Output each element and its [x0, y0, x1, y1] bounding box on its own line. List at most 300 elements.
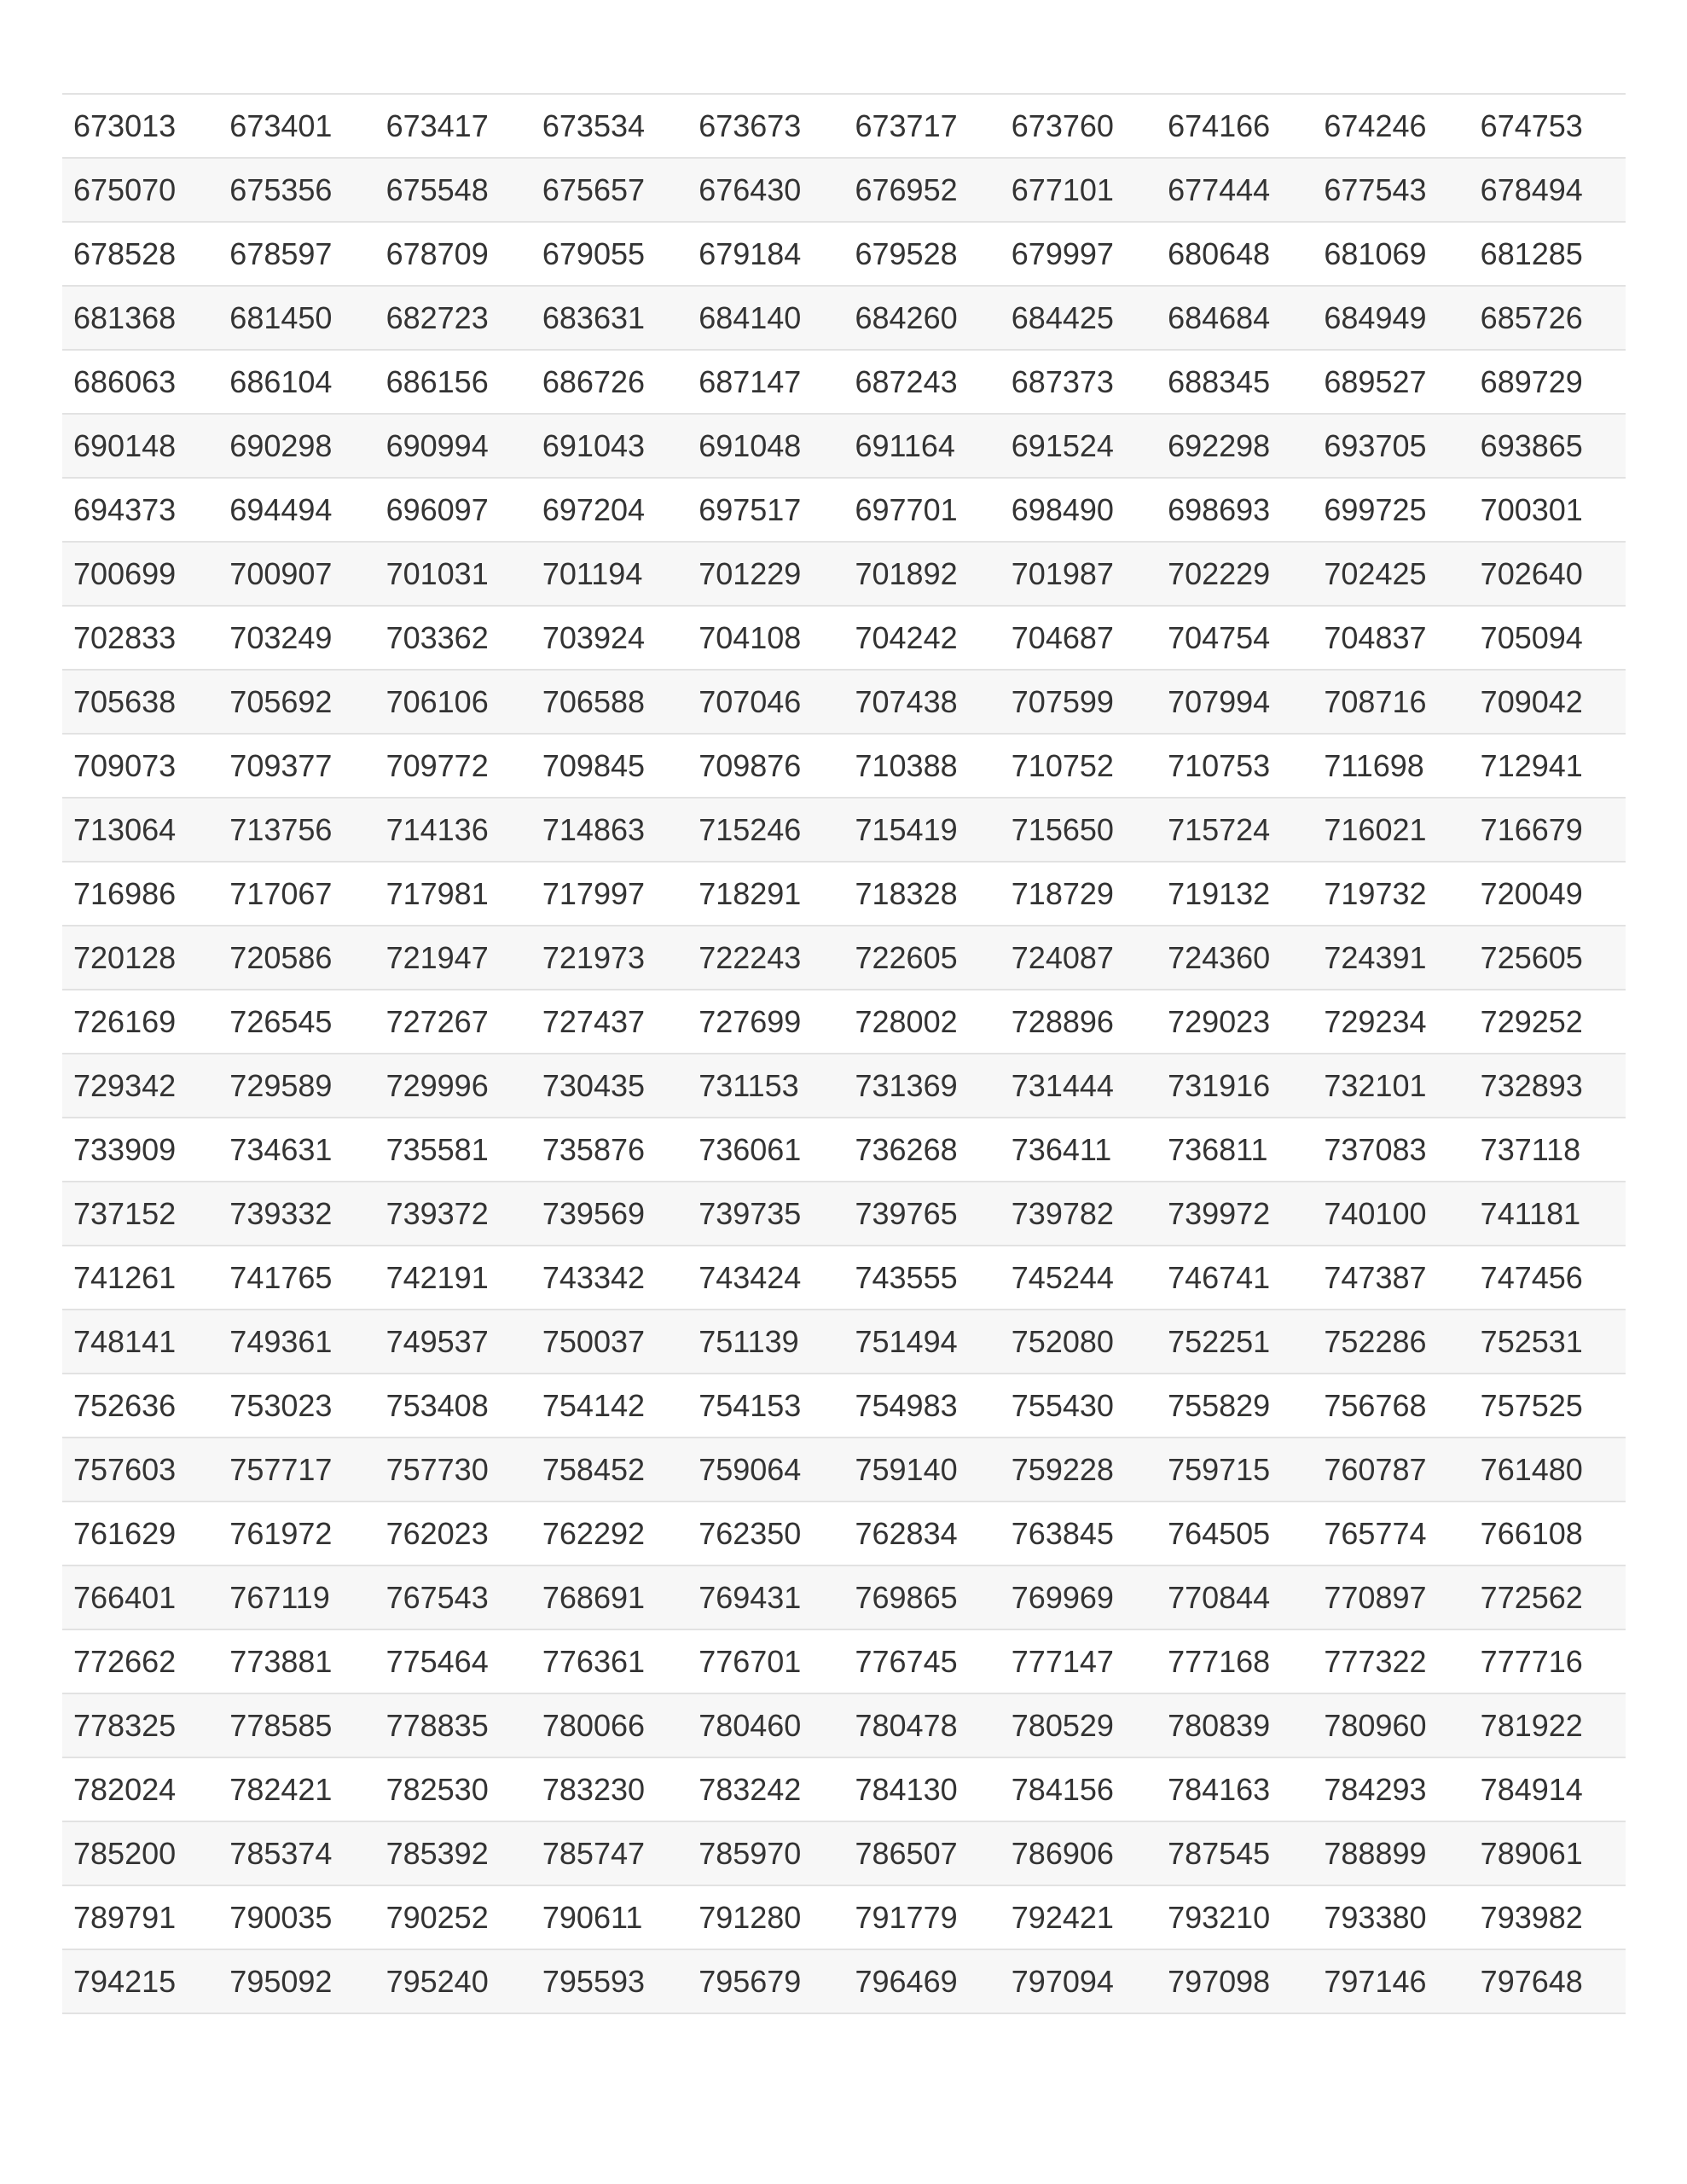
table-cell: 749537	[375, 1310, 531, 1374]
table-cell: 674753	[1470, 94, 1626, 158]
table-cell: 673673	[687, 94, 844, 158]
table-cell: 706106	[375, 670, 531, 734]
table-cell: 757525	[1470, 1374, 1626, 1438]
table-cell: 784293	[1313, 1757, 1469, 1821]
table-cell: 797146	[1313, 1949, 1469, 2013]
table-row	[62, 798, 1626, 862]
table-cell: 741765	[218, 1246, 374, 1310]
table-cell: 726169	[62, 990, 218, 1054]
table-cell: 754983	[844, 1374, 1000, 1438]
table-row	[62, 1565, 1626, 1629]
table-cell: 715246	[687, 798, 844, 862]
table-cell: 677543	[1313, 158, 1469, 222]
table-cell: 755829	[1157, 1374, 1313, 1438]
table-cell: 784914	[1470, 1757, 1626, 1821]
table-cell: 693705	[1313, 414, 1469, 478]
table-cell: 763845	[1000, 1502, 1157, 1565]
table-cell: 684140	[687, 286, 844, 350]
table-cell: 690994	[375, 414, 531, 478]
table-cell: 767119	[218, 1565, 374, 1629]
table-row	[62, 158, 1626, 222]
table-cell: 762834	[844, 1502, 1000, 1565]
table-cell: 700301	[1470, 478, 1626, 542]
table-cell: 688345	[1157, 350, 1313, 414]
table-cell: 683631	[531, 286, 687, 350]
table-cell: 759064	[687, 1438, 844, 1502]
table-cell: 674246	[1313, 94, 1469, 158]
table-cell: 732101	[1313, 1054, 1469, 1118]
table-cell: 729996	[375, 1054, 531, 1118]
table-row	[62, 1693, 1626, 1757]
table-cell: 792421	[1000, 1885, 1157, 1949]
table-cell: 757603	[62, 1438, 218, 1502]
table-cell: 753023	[218, 1374, 374, 1438]
table-cell: 729023	[1157, 990, 1313, 1054]
table-cell: 673417	[375, 94, 531, 158]
table-row	[62, 606, 1626, 670]
table-cell: 702833	[62, 606, 218, 670]
table-cell: 675657	[531, 158, 687, 222]
table-cell: 780478	[844, 1693, 1000, 1757]
table-cell: 769969	[1000, 1565, 1157, 1629]
table-cell: 718729	[1000, 862, 1157, 926]
table-cell: 718328	[844, 862, 1000, 926]
table-cell: 793210	[1157, 1885, 1313, 1949]
table-row	[62, 414, 1626, 478]
table-cell: 797648	[1470, 1949, 1626, 2013]
table-cell: 699725	[1313, 478, 1469, 542]
table-cell: 712941	[1470, 734, 1626, 798]
table-cell: 759228	[1000, 1438, 1157, 1502]
table-cell: 733909	[62, 1118, 218, 1182]
table-cell: 747387	[1313, 1246, 1469, 1310]
table-cell: 728896	[1000, 990, 1157, 1054]
table-cell: 704242	[844, 606, 1000, 670]
table-cell: 797094	[1000, 1949, 1157, 2013]
table-cell: 785374	[218, 1821, 374, 1885]
table-cell: 677101	[1000, 158, 1157, 222]
table-cell: 790611	[531, 1885, 687, 1949]
table-cell: 722605	[844, 926, 1000, 990]
table-cell: 736061	[687, 1118, 844, 1182]
table-cell: 761480	[1470, 1438, 1626, 1502]
table-cell: 704108	[687, 606, 844, 670]
table-cell: 758452	[531, 1438, 687, 1502]
table-cell: 705638	[62, 670, 218, 734]
table-cell: 731153	[687, 1054, 844, 1118]
table-cell: 678494	[1470, 158, 1626, 222]
table-cell: 687373	[1000, 350, 1157, 414]
table-cell: 793982	[1470, 1885, 1626, 1949]
table-cell: 692298	[1157, 414, 1313, 478]
table-cell: 684949	[1313, 286, 1469, 350]
table-cell: 746741	[1157, 1246, 1313, 1310]
table-cell: 701892	[844, 542, 1000, 606]
table-cell: 709876	[687, 734, 844, 798]
table-cell: 752251	[1157, 1310, 1313, 1374]
table-cell: 729234	[1313, 990, 1469, 1054]
table-cell: 720128	[62, 926, 218, 990]
table-cell: 743342	[531, 1246, 687, 1310]
table-cell: 754142	[531, 1374, 687, 1438]
table-cell: 739765	[844, 1182, 1000, 1246]
table-cell: 731444	[1000, 1054, 1157, 1118]
table-cell: 736268	[844, 1118, 1000, 1182]
table-cell: 785200	[62, 1821, 218, 1885]
table-cell: 777168	[1157, 1629, 1313, 1693]
table-cell: 679055	[531, 222, 687, 286]
table-cell: 718291	[687, 862, 844, 926]
table-cell: 681450	[218, 286, 374, 350]
table-cell: 729252	[1470, 990, 1626, 1054]
table-cell: 717981	[375, 862, 531, 926]
table-cell: 686726	[531, 350, 687, 414]
table-cell: 707599	[1000, 670, 1157, 734]
table-cell: 751494	[844, 1310, 1000, 1374]
table-row	[62, 222, 1626, 286]
table-cell: 673717	[844, 94, 1000, 158]
table-cell: 711698	[1313, 734, 1469, 798]
table-cell: 752531	[1470, 1310, 1626, 1374]
table-cell: 673401	[218, 94, 374, 158]
table-cell: 795092	[218, 1949, 374, 2013]
table-cell: 784130	[844, 1757, 1000, 1821]
table-cell: 778325	[62, 1693, 218, 1757]
table-cell: 769865	[844, 1565, 1000, 1629]
table-cell: 777716	[1470, 1629, 1626, 1693]
table-cell: 795679	[687, 1949, 844, 2013]
table-cell: 710388	[844, 734, 1000, 798]
table-cell: 762023	[375, 1502, 531, 1565]
table-cell: 797098	[1157, 1949, 1313, 2013]
table-cell: 782024	[62, 1757, 218, 1821]
table-cell: 776361	[531, 1629, 687, 1693]
table-cell: 717997	[531, 862, 687, 926]
table-cell: 673534	[531, 94, 687, 158]
table-cell: 784156	[1000, 1757, 1157, 1821]
table-cell: 778835	[375, 1693, 531, 1757]
table-cell: 772662	[62, 1629, 218, 1693]
table-row	[62, 670, 1626, 734]
table-row	[62, 926, 1626, 990]
table-cell: 780066	[531, 1693, 687, 1757]
table-cell: 713756	[218, 798, 374, 862]
table-cell: 717067	[218, 862, 374, 926]
table-cell: 704837	[1313, 606, 1469, 670]
table-row	[62, 1438, 1626, 1502]
table-cell: 686063	[62, 350, 218, 414]
table-cell: 704687	[1000, 606, 1157, 670]
table-cell: 706588	[531, 670, 687, 734]
table-cell: 725605	[1470, 926, 1626, 990]
table-cell: 794215	[62, 1949, 218, 2013]
table-cell: 766401	[62, 1565, 218, 1629]
table-cell: 686156	[375, 350, 531, 414]
table-row	[62, 94, 1626, 158]
table-cell: 790035	[218, 1885, 374, 1949]
table-cell: 780960	[1313, 1693, 1469, 1757]
table-cell: 698490	[1000, 478, 1157, 542]
table-cell: 739782	[1000, 1182, 1157, 1246]
table-cell: 716679	[1470, 798, 1626, 862]
table-row	[62, 1118, 1626, 1182]
table-cell: 684684	[1157, 286, 1313, 350]
table-cell: 731916	[1157, 1054, 1313, 1118]
table-cell: 693865	[1470, 414, 1626, 478]
table-cell: 715650	[1000, 798, 1157, 862]
table-cell: 701987	[1000, 542, 1157, 606]
table-cell: 731369	[844, 1054, 1000, 1118]
table-cell: 741181	[1470, 1182, 1626, 1246]
number-table-container	[62, 93, 1626, 2014]
table-cell: 768691	[531, 1565, 687, 1629]
table-cell: 769431	[687, 1565, 844, 1629]
table-cell: 764505	[1157, 1502, 1313, 1565]
table-cell: 739569	[531, 1182, 687, 1246]
table-cell: 729589	[218, 1054, 374, 1118]
table-cell: 757730	[375, 1438, 531, 1502]
table-cell: 694494	[218, 478, 374, 542]
table-cell: 783242	[687, 1757, 844, 1821]
table-cell: 680648	[1157, 222, 1313, 286]
table-row	[62, 1821, 1626, 1885]
table-cell: 761972	[218, 1502, 374, 1565]
table-cell: 684260	[844, 286, 1000, 350]
table-cell: 707438	[844, 670, 1000, 734]
table-cell: 722243	[687, 926, 844, 990]
table-cell: 770897	[1313, 1565, 1469, 1629]
table-cell: 793380	[1313, 1885, 1469, 1949]
table-row	[62, 1182, 1626, 1246]
table-cell: 770844	[1157, 1565, 1313, 1629]
table-cell: 697204	[531, 478, 687, 542]
table-row	[62, 478, 1626, 542]
table-cell: 750037	[531, 1310, 687, 1374]
table-cell: 735876	[531, 1118, 687, 1182]
table-cell: 737152	[62, 1182, 218, 1246]
table-cell: 715419	[844, 798, 1000, 862]
table-row	[62, 1246, 1626, 1310]
table-cell: 777322	[1313, 1629, 1469, 1693]
table-cell: 766108	[1470, 1502, 1626, 1565]
table-cell: 714863	[531, 798, 687, 862]
table-cell: 730435	[531, 1054, 687, 1118]
table-cell: 753408	[375, 1374, 531, 1438]
table-cell: 734631	[218, 1118, 374, 1182]
table-cell: 790252	[375, 1885, 531, 1949]
table-cell: 709377	[218, 734, 374, 798]
table-cell: 687243	[844, 350, 1000, 414]
table-cell: 703362	[375, 606, 531, 670]
table-cell: 727699	[687, 990, 844, 1054]
table-cell: 710753	[1157, 734, 1313, 798]
table-row	[62, 286, 1626, 350]
table-cell: 740100	[1313, 1182, 1469, 1246]
table-cell: 762292	[531, 1502, 687, 1565]
table-cell: 691164	[844, 414, 1000, 478]
table-cell: 773881	[218, 1629, 374, 1693]
table-cell: 705094	[1470, 606, 1626, 670]
table-cell: 691524	[1000, 414, 1157, 478]
table-cell: 701031	[375, 542, 531, 606]
table-cell: 720586	[218, 926, 374, 990]
table-cell: 775464	[375, 1629, 531, 1693]
table-cell: 679184	[687, 222, 844, 286]
table-cell: 703249	[218, 606, 374, 670]
table-cell: 791779	[844, 1885, 1000, 1949]
table-cell: 756768	[1313, 1374, 1469, 1438]
table-cell: 700699	[62, 542, 218, 606]
table-cell: 677444	[1157, 158, 1313, 222]
table-cell: 707046	[687, 670, 844, 734]
table-cell: 767543	[375, 1565, 531, 1629]
table-cell: 742191	[375, 1246, 531, 1310]
table-row	[62, 1310, 1626, 1374]
table-cell: 678528	[62, 222, 218, 286]
table-cell: 709073	[62, 734, 218, 798]
table-cell: 694373	[62, 478, 218, 542]
table-cell: 704754	[1157, 606, 1313, 670]
table-cell: 736411	[1000, 1118, 1157, 1182]
table-cell: 684425	[1000, 286, 1157, 350]
table-cell: 732893	[1470, 1054, 1626, 1118]
table-cell: 739332	[218, 1182, 374, 1246]
table-cell: 698693	[1157, 478, 1313, 542]
table-cell: 743555	[844, 1246, 1000, 1310]
table-cell: 780460	[687, 1693, 844, 1757]
table-cell: 735581	[375, 1118, 531, 1182]
table-cell: 776701	[687, 1629, 844, 1693]
table-cell: 708716	[1313, 670, 1469, 734]
table-cell: 749361	[218, 1310, 374, 1374]
table-cell: 681368	[62, 286, 218, 350]
table-cell: 728002	[844, 990, 1000, 1054]
table-cell: 705692	[218, 670, 374, 734]
table-cell: 686104	[218, 350, 374, 414]
table-cell: 714136	[375, 798, 531, 862]
table-row	[62, 1374, 1626, 1438]
table-cell: 761629	[62, 1502, 218, 1565]
table-cell: 675356	[218, 158, 374, 222]
table-cell: 679997	[1000, 222, 1157, 286]
table-cell: 780839	[1157, 1693, 1313, 1757]
table-cell: 784163	[1157, 1757, 1313, 1821]
table-cell: 787545	[1157, 1821, 1313, 1885]
table-cell: 782530	[375, 1757, 531, 1821]
table-cell: 724391	[1313, 926, 1469, 990]
table-row	[62, 350, 1626, 414]
table-cell: 788899	[1313, 1821, 1469, 1885]
number-table-body	[62, 94, 1626, 2013]
table-cell: 752636	[62, 1374, 218, 1438]
table-cell: 701194	[531, 542, 687, 606]
table-cell: 785747	[531, 1821, 687, 1885]
table-cell: 759140	[844, 1438, 1000, 1502]
table-row	[62, 862, 1626, 926]
table-cell: 675548	[375, 158, 531, 222]
table-cell: 719732	[1313, 862, 1469, 926]
table-cell: 724087	[1000, 926, 1157, 990]
table-cell: 681069	[1313, 222, 1469, 286]
table-cell: 781922	[1470, 1693, 1626, 1757]
table-cell: 726545	[218, 990, 374, 1054]
table-cell: 707994	[1157, 670, 1313, 734]
table-cell: 752286	[1313, 1310, 1469, 1374]
table-cell: 795240	[375, 1949, 531, 2013]
table-cell: 703924	[531, 606, 687, 670]
table-cell: 674166	[1157, 94, 1313, 158]
table-row	[62, 1885, 1626, 1949]
table-cell: 673013	[62, 94, 218, 158]
table-cell: 696097	[375, 478, 531, 542]
table-cell: 789791	[62, 1885, 218, 1949]
table-cell: 702425	[1313, 542, 1469, 606]
table-cell: 737118	[1470, 1118, 1626, 1182]
table-cell: 678597	[218, 222, 374, 286]
table-cell: 682723	[375, 286, 531, 350]
table-cell: 755430	[1000, 1374, 1157, 1438]
table-cell: 716021	[1313, 798, 1469, 862]
table-cell: 709772	[375, 734, 531, 798]
table-row	[62, 1757, 1626, 1821]
table-cell: 697517	[687, 478, 844, 542]
table-cell: 727437	[531, 990, 687, 1054]
table-cell: 777147	[1000, 1629, 1157, 1693]
table-cell: 691048	[687, 414, 844, 478]
table-cell: 721973	[531, 926, 687, 990]
table-cell: 721947	[375, 926, 531, 990]
table-cell: 697701	[844, 478, 1000, 542]
table-cell: 727267	[375, 990, 531, 1054]
table-cell: 739972	[1157, 1182, 1313, 1246]
table-cell: 709042	[1470, 670, 1626, 734]
table-row	[62, 1502, 1626, 1565]
table-cell: 741261	[62, 1246, 218, 1310]
table-cell: 747456	[1470, 1246, 1626, 1310]
table-cell: 691043	[531, 414, 687, 478]
table-cell: 700907	[218, 542, 374, 606]
table-cell: 785392	[375, 1821, 531, 1885]
table-cell: 724360	[1157, 926, 1313, 990]
table-cell: 709845	[531, 734, 687, 798]
table-cell: 689729	[1470, 350, 1626, 414]
table-cell: 710752	[1000, 734, 1157, 798]
table-cell: 780529	[1000, 1693, 1157, 1757]
table-cell: 776745	[844, 1629, 1000, 1693]
table-cell: 687147	[687, 350, 844, 414]
table-cell: 736811	[1157, 1118, 1313, 1182]
table-cell: 701229	[687, 542, 844, 606]
table-cell: 673760	[1000, 94, 1157, 158]
table-cell: 679528	[844, 222, 1000, 286]
table-cell: 789061	[1470, 1821, 1626, 1885]
table-row	[62, 734, 1626, 798]
table-cell: 713064	[62, 798, 218, 862]
table-cell: 752080	[1000, 1310, 1157, 1374]
table-cell: 685726	[1470, 286, 1626, 350]
table-cell: 689527	[1313, 350, 1469, 414]
table-cell: 737083	[1313, 1118, 1469, 1182]
table-cell: 681285	[1470, 222, 1626, 286]
table-cell: 791280	[687, 1885, 844, 1949]
table-cell: 754153	[687, 1374, 844, 1438]
table-cell: 795593	[531, 1949, 687, 2013]
table-cell: 690148	[62, 414, 218, 478]
table-cell: 745244	[1000, 1246, 1157, 1310]
table-cell: 759715	[1157, 1438, 1313, 1502]
table-cell: 702640	[1470, 542, 1626, 606]
table-cell: 760787	[1313, 1438, 1469, 1502]
